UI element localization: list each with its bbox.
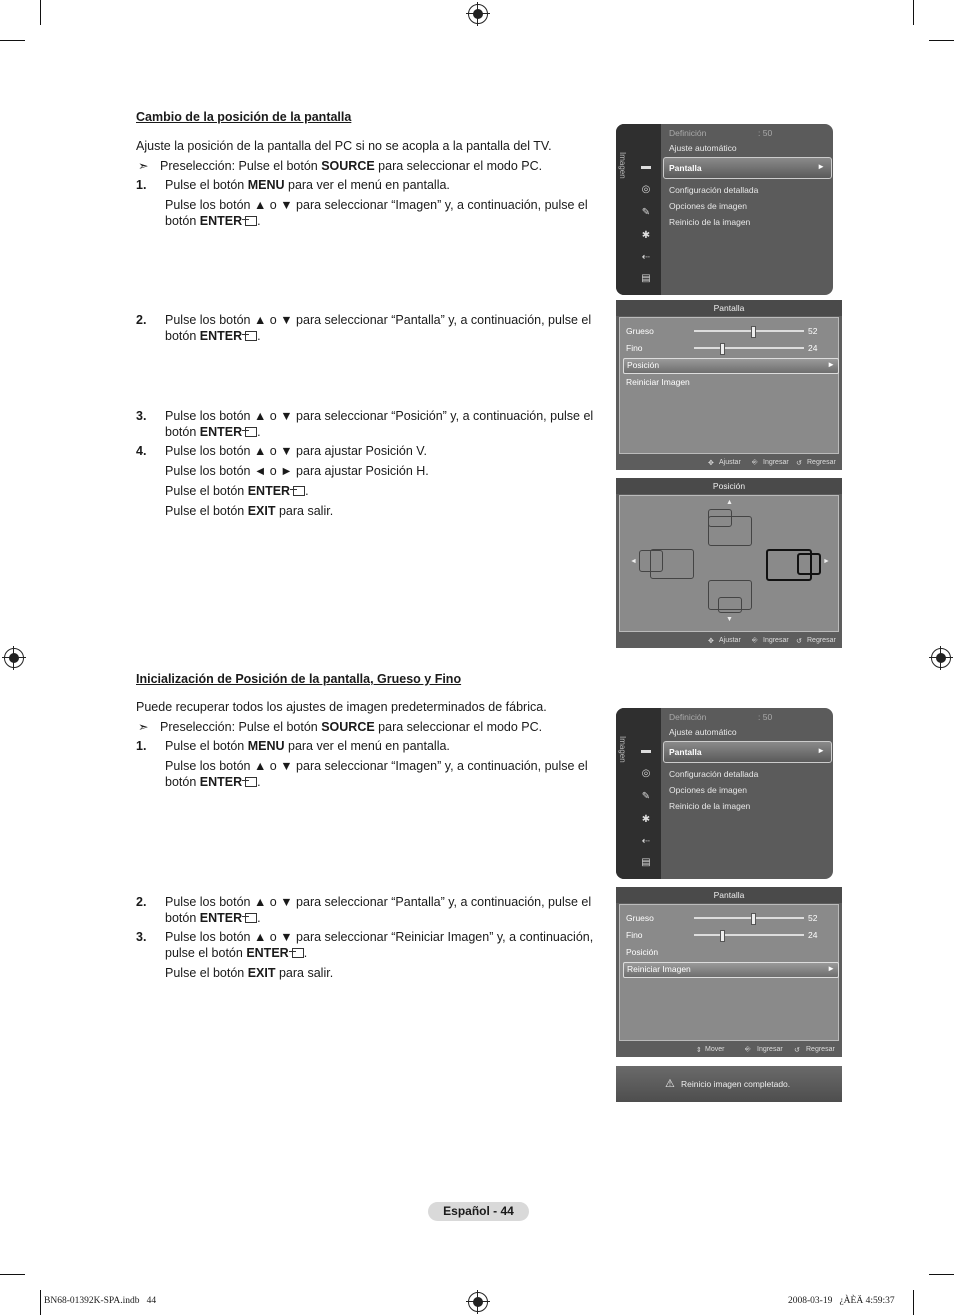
- fino-value: 24: [808, 930, 818, 940]
- screen-position-right: [797, 553, 821, 575]
- note-arrow-icon: ➣: [138, 720, 149, 734]
- step-text: .: [257, 910, 261, 925]
- menu-item-reinicio-de-la-imagen[interactable]: Reinicio de la imagen: [669, 801, 751, 811]
- step-key: MENU: [247, 739, 285, 753]
- channel-icon: ✎: [641, 791, 651, 802]
- step-text: Pulse el botón: [165, 739, 248, 753]
- crop-mark: [0, 40, 25, 41]
- grueso-value: 52: [808, 326, 818, 336]
- sound-icon: ◎: [641, 768, 651, 779]
- updown-icon: ⇕: [696, 1047, 702, 1054]
- panel-footer: [616, 634, 842, 648]
- menu-item-definicion[interactable]: Definición: [669, 712, 707, 722]
- step-text: Pulse el botón: [165, 966, 248, 980]
- menu-item-definicion[interactable]: Definición: [669, 128, 707, 138]
- step-text: .: [257, 328, 261, 343]
- grueso-value: 52: [808, 913, 818, 923]
- registration-mark-icon: [931, 648, 951, 668]
- step-text: .: [257, 213, 261, 228]
- crop-mark: [913, 0, 914, 25]
- step-key: ENTER: [199, 910, 243, 925]
- arrow-right-icon: ►: [817, 746, 825, 755]
- move-icon: ✥: [708, 460, 714, 467]
- menu-item-label: Pantalla: [669, 747, 702, 757]
- menu-item-configuracion-detallada[interactable]: Configuración detallada: [669, 185, 759, 195]
- arrow-right-icon: ►: [817, 162, 825, 171]
- fino-slider[interactable]: [694, 934, 804, 936]
- arrow-down-icon: ▼: [726, 616, 733, 623]
- step-text: Pulse los botón ▲ o ▼ para seleccionar “Imagen” y, a continuación, pulse el botón: [165, 198, 588, 228]
- menu-item-reinicio-de-la-imagen[interactable]: Reinicio de la imagen: [669, 217, 751, 227]
- menu-item-pantalla[interactable]: [663, 741, 832, 763]
- step-number: 1.: [136, 739, 147, 753]
- menu-item-ajuste-automatico[interactable]: Ajuste automático: [669, 143, 737, 153]
- enter-icon: [245, 777, 257, 787]
- menu-item-reiniciar-imagen[interactable]: [623, 962, 839, 978]
- crop-mark: [929, 40, 954, 41]
- step-text: Pulse los botón ▲ o ▼ para seleccionar “Pantalla” y, a continuación, pulse el botón: [165, 313, 592, 343]
- menu-side-label: Imagen: [618, 152, 627, 179]
- crop-mark: [40, 1290, 41, 1315]
- step-number: 4.: [136, 444, 147, 458]
- channel-icon: ✎: [641, 207, 651, 218]
- panel-body: [619, 904, 839, 1041]
- grueso-slider[interactable]: [694, 330, 804, 332]
- menu-item-definicion-value: : 50: [758, 128, 773, 138]
- foot-regresar: Regresar: [807, 459, 836, 466]
- reset-message-text: Reinicio imagen completado.: [681, 1079, 791, 1089]
- enter-icon: [245, 427, 257, 437]
- page-number-badge: Español - 44: [428, 1202, 529, 1221]
- intro-text: Puede recuperar todos los ajustes de imagen predeterminados de fábrica.: [136, 700, 547, 714]
- section-title: Inicialización de Posición de la pantalla, Grueso y Fino: [136, 672, 462, 686]
- menu-item-ajuste-automatico[interactable]: Ajuste automático: [669, 727, 737, 737]
- note-key: SOURCE: [321, 159, 375, 173]
- foot-ajustar: Ajustar: [719, 459, 741, 466]
- input-icon: ⇠: [641, 252, 651, 263]
- step-text: Pulse los botón ▲ o ▼ para seleccionar “Reiniciar Imagen” y, a continuación, pulse el botón: [165, 930, 594, 960]
- menu-item-opciones-de-imagen[interactable]: Opciones de imagen: [669, 785, 747, 795]
- step-text: Pulse el botón: [165, 504, 248, 518]
- arrow-right-icon: ►: [827, 360, 835, 369]
- pantalla-panel: [616, 300, 842, 470]
- crop-mark: [929, 1274, 954, 1275]
- menu-item-label: Reiniciar Imagen: [627, 964, 691, 974]
- enter-icon: [245, 216, 257, 226]
- pantalla-panel: [616, 887, 842, 1057]
- foot-ajustar: Ajustar: [719, 637, 741, 644]
- step-number: 2.: [136, 895, 147, 909]
- slider-knob[interactable]: [720, 930, 725, 942]
- menu-item-label: Posición: [627, 360, 660, 370]
- step-text: .: [305, 484, 309, 498]
- section-title: Cambio de la posición de la pantalla: [136, 110, 352, 124]
- step-key: EXIT: [247, 966, 276, 980]
- preselection-note: [138, 158, 542, 174]
- step-key: ENTER: [199, 213, 243, 228]
- note-text: para seleccionar el modo PC.: [374, 159, 543, 173]
- step-key: MENU: [247, 178, 285, 192]
- panel-title: Pantalla: [616, 887, 842, 903]
- panel-title: Pantalla: [616, 300, 842, 316]
- fino-label: Fino: [626, 930, 643, 940]
- reset-message-banner: [616, 1066, 842, 1102]
- grueso-label: Grueso: [626, 913, 654, 923]
- foot-ingresar: Ingresar: [763, 637, 789, 644]
- screen-position-down: [718, 597, 742, 613]
- footer-date: 2008-03-19 ¿ÀÈÄ 4:59:37: [788, 1296, 895, 1306]
- menu-item-label: Pantalla: [669, 163, 702, 173]
- panel-footer: [616, 1043, 842, 1057]
- crop-mark: [913, 1290, 914, 1315]
- foot-mover: Mover: [705, 1046, 725, 1053]
- slider-knob[interactable]: [751, 326, 756, 338]
- screen-position-center: [708, 516, 752, 546]
- sound-icon: ◎: [641, 184, 651, 195]
- crop-mark: [40, 0, 41, 25]
- step-key: ENTER: [247, 484, 291, 498]
- menu-item-definicion-value: : 50: [758, 712, 773, 722]
- arrow-up-icon: ▲: [726, 499, 733, 506]
- preselection-note: [138, 719, 542, 735]
- grueso-slider[interactable]: [694, 917, 804, 919]
- input-icon: ⇠: [641, 836, 651, 847]
- fino-value: 24: [808, 343, 818, 353]
- menu-side-label: Imagen: [618, 736, 627, 763]
- panel-footer: [616, 456, 842, 470]
- enter-icon: [245, 331, 257, 341]
- step-number: 2.: [136, 313, 147, 327]
- registration-mark-icon: [4, 648, 24, 668]
- screen-position-center: [650, 549, 694, 579]
- step-text: .: [303, 945, 308, 960]
- slider-knob[interactable]: [751, 913, 756, 925]
- footer-filename: BN68-01392K-SPA.indb 44: [44, 1296, 157, 1306]
- warning-icon: ⚠: [665, 1078, 675, 1090]
- step-key: ENTER: [199, 424, 243, 439]
- setup-icon: ✱: [641, 230, 651, 241]
- note-key: SOURCE: [321, 720, 375, 734]
- setup-icon: ✱: [641, 814, 651, 825]
- enter-icon: [245, 913, 257, 923]
- menu-item-posicion[interactable]: Posición: [626, 947, 659, 957]
- return-icon: ↺: [796, 460, 802, 467]
- note-arrow-icon: ➣: [138, 159, 149, 173]
- step-key: ENTER: [199, 774, 243, 789]
- step-number: 1.: [136, 178, 147, 192]
- step-text: para ver el menú en pantalla.: [284, 178, 450, 192]
- panel-title: Posición: [616, 478, 842, 494]
- step-text: Pulse el botón: [165, 484, 248, 498]
- picture-icon: ▬: [641, 745, 651, 756]
- step-text: Pulse los botón ▲ o ▼ para seleccionar “Posición” y, a continuación, pulse el botón: [165, 409, 594, 439]
- note-text: Preselección: Pulse el botón: [160, 720, 322, 734]
- grueso-label: Grueso: [626, 326, 654, 336]
- enter-icon: [292, 948, 304, 958]
- foot-regresar: Regresar: [806, 1046, 835, 1053]
- arrow-left-icon: ◄: [630, 558, 637, 565]
- application-icon: ▤: [641, 857, 651, 868]
- step-text: Pulse los botón ◄ o ► para ajustar Posición H.: [165, 464, 429, 478]
- foot-ingresar: Ingresar: [763, 459, 789, 466]
- arrow-right-icon: ►: [827, 964, 835, 973]
- menu-sidebar: [616, 124, 661, 295]
- foot-ingresar: Ingresar: [757, 1046, 783, 1053]
- picture-icon: ▬: [641, 161, 651, 172]
- posicion-panel: [616, 478, 842, 648]
- move-icon: ✥: [708, 638, 714, 645]
- enter-icon: ⎆: [745, 1046, 751, 1053]
- step-key: ENTER: [246, 945, 289, 960]
- registration-mark-icon: [468, 1292, 488, 1312]
- return-icon: ↺: [794, 1047, 800, 1054]
- menu-sidebar: [616, 708, 661, 879]
- menu-item-configuracion-detallada[interactable]: Configuración detallada: [669, 769, 759, 779]
- step-text: Pulse los botón ▲ o ▼ para ajustar Posición V.: [165, 444, 427, 458]
- step-text: .: [257, 774, 261, 789]
- note-text: para seleccionar el modo PC.: [374, 720, 543, 734]
- menu-item-pantalla[interactable]: [663, 157, 832, 179]
- application-icon: ▤: [641, 273, 651, 284]
- step-key: ENTER: [199, 328, 243, 343]
- menu-item-posicion[interactable]: [623, 358, 839, 374]
- tv-menu-imagen: [616, 124, 833, 295]
- intro-text: Ajuste la posición de la pantalla del PC si no se acopla a la pantalla del TV.: [136, 139, 552, 153]
- enter-icon: [293, 486, 305, 496]
- step-number: 3.: [136, 930, 147, 944]
- fino-label: Fino: [626, 343, 643, 353]
- panel-body: [619, 317, 839, 454]
- step-text: Pulse el botón: [165, 178, 248, 192]
- enter-icon: ⎆: [752, 637, 758, 644]
- arrow-right-icon: ►: [823, 558, 830, 565]
- fino-slider[interactable]: [694, 347, 804, 349]
- step-text: Pulse los botón ▲ o ▼ para seleccionar “Imagen” y, a continuación, pulse el botón: [165, 759, 588, 789]
- step-text: .: [257, 424, 261, 439]
- slider-knob[interactable]: [720, 343, 725, 355]
- step-text: para salir.: [275, 504, 334, 518]
- menu-item-opciones-de-imagen[interactable]: Opciones de imagen: [669, 201, 747, 211]
- menu-item-reiniciar-imagen[interactable]: Reiniciar Imagen: [626, 377, 690, 387]
- crop-mark: [0, 1274, 25, 1275]
- step-text: para ver el menú en pantalla.: [284, 739, 450, 753]
- note-text: Preselección: Pulse el botón: [160, 159, 322, 173]
- return-icon: ↺: [796, 638, 802, 645]
- tv-menu-imagen: [616, 708, 833, 879]
- registration-mark-icon: [468, 4, 488, 24]
- enter-icon: ⎆: [752, 459, 758, 466]
- step-text: Pulse los botón ▲ o ▼ para seleccionar “Pantalla” y, a continuación, pulse el botón: [165, 895, 592, 925]
- step-number: 3.: [136, 409, 147, 423]
- step-text: para salir.: [275, 966, 334, 980]
- step-key: EXIT: [247, 504, 276, 518]
- foot-regresar: Regresar: [807, 637, 836, 644]
- position-diagram: [619, 495, 839, 632]
